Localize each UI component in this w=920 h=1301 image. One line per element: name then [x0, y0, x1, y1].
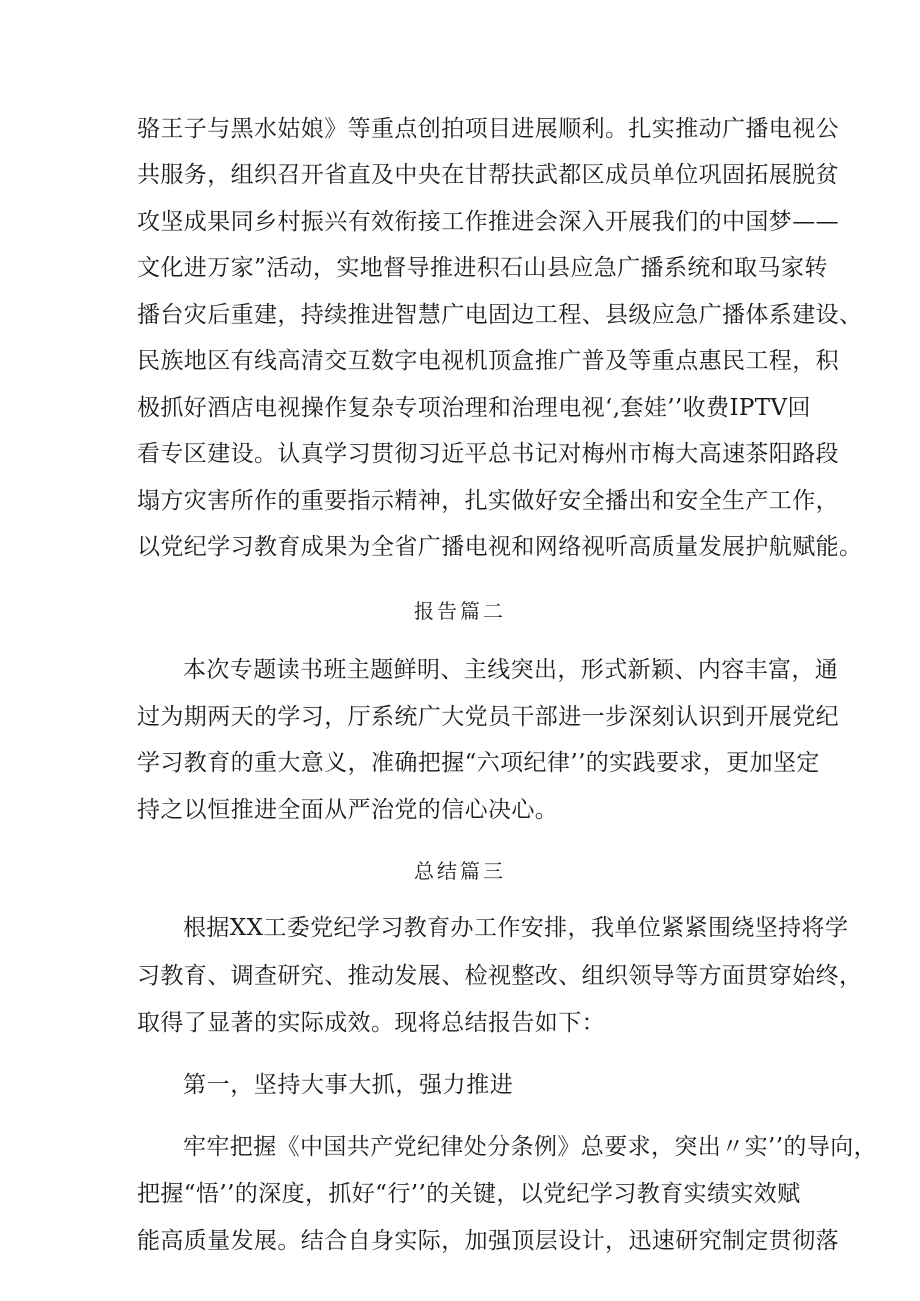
paragraph-line: 播台灾后重建，持续推进智慧广电固边工程、县级应急广播体系建设、 — [137, 302, 863, 328]
paragraph-line: 以党纪学习教育成果为全省广播电视和网络视听高质量发展护航赋能。 — [137, 534, 863, 560]
paragraph-line: 极抓好酒店电视操作复杂专项治理和治理电视‘,套娃’’收费IPTV回 — [137, 395, 811, 421]
section-heading-summary-three: 总结篇三 — [414, 859, 506, 883]
paragraph-line: 本次专题读书班主题鲜明、主线突出，形式新颖、内容丰富，通 — [183, 657, 839, 683]
paragraph-line: 共服务，组织召开省直及中央在甘帮扶武都区成员单位巩固拓展脱贫 — [137, 162, 839, 188]
paragraph-line: 习教育、调查研究、推动发展、检视整改、组织领导等方面贯穿始终， — [137, 963, 863, 989]
paragraph-line: 文化进万家”活动，实地督导推进积石山县应急广播系统和取马家转 — [137, 255, 828, 281]
paragraph-line: 学习教育的重大意义，准确把握“六项纪律’’的实践要求，更加坚定 — [137, 750, 820, 776]
paragraph-line: 民族地区有线高清交互数字电视机顶盒推广普及等重点惠民工程，积 — [137, 348, 839, 374]
paragraph-line: 看专区建设。认真学习贯彻习近平总书记对梅州市梅大高速茶阳路段 — [137, 441, 839, 467]
section-heading-report-two: 报告篇二 — [414, 599, 506, 623]
paragraph-line: 根据XX工委党纪学习教育办工作安排，我单位紧紧围绕坚持将学 — [183, 915, 849, 941]
paragraph-line: 能高质量发展。结合自身实际，加强顶层设计，迅速研究制定贯彻落 — [137, 1228, 839, 1254]
paragraph-line: 过为期两天的学习，厅系统广大党员干部进一步深刻认识到开展党纪 — [137, 704, 839, 730]
paragraph-line: 持之以恒推进全面从严治党的信心决心。 — [137, 797, 559, 823]
paragraph-line: 取得了显著的实际成效。现将总结报告如下： — [137, 1010, 605, 1036]
paragraph-line: 把握“悟’’的深度，抓好“行’’的关键，以党纪学习教育实绩实效赋 — [137, 1181, 801, 1207]
paragraph-line: 塌方灾害所作的重要指示精神，扎实做好安全播出和安全生产工作， — [137, 488, 839, 514]
subheading: 第一，坚持大事大抓，强力推进 — [183, 1072, 514, 1098]
paragraph-line: 攻坚成果同乡村振兴有效衔接工作推进会深入开展我们的中国梦—— — [137, 209, 839, 235]
paragraph-line: 牢牢把握《中国共产党纪律处分条例》总要求，突出〃实’’的导向， — [183, 1134, 878, 1160]
paragraph-line: 骆王子与黑水姑娘》等重点创拍项目进展顺利。扎实推动广播电视公 — [137, 116, 839, 142]
